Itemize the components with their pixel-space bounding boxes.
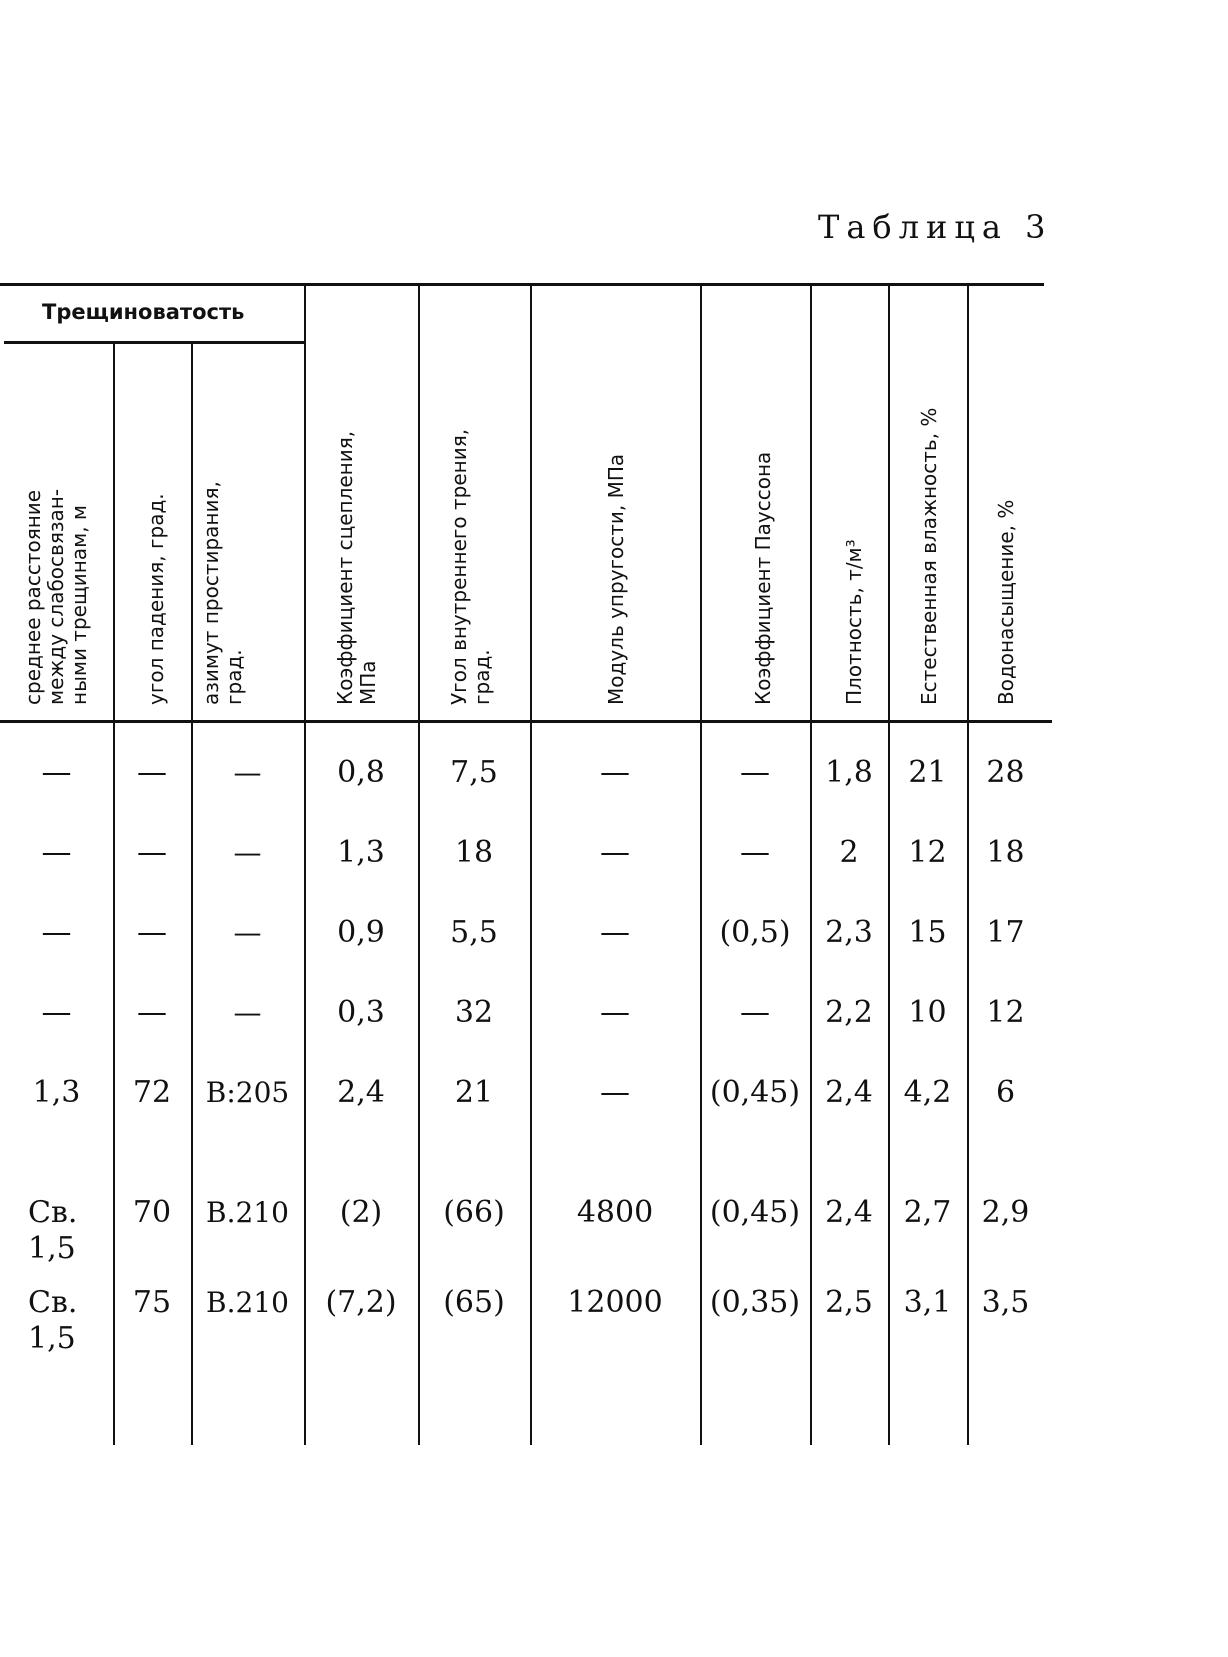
table-cell: 18: [986, 835, 1025, 870]
table-cell: 1,8: [825, 755, 873, 790]
table-cell: 12000: [567, 1285, 663, 1320]
table-cell: 3,5: [981, 1285, 1030, 1320]
column-header-2: угол падения, град.: [144, 493, 168, 705]
table-cell: —: [233, 916, 262, 949]
table-cell: 4,2: [903, 1075, 952, 1110]
column-header-7: Коэффициент Паусcона: [751, 451, 775, 705]
table-cell: 12: [908, 835, 947, 870]
table-cell: 12: [986, 995, 1025, 1030]
table-cell: 72: [132, 1075, 172, 1110]
table-cell: 0,3: [337, 995, 385, 1030]
column-header-1: среднее расстояние между слабосвязан- ными трещинам, м: [21, 488, 91, 705]
group-header-rule: [4, 341, 304, 344]
table-cell: —: [600, 755, 630, 790]
table-cell: 15: [908, 915, 947, 950]
table-cell: 2,7: [903, 1195, 952, 1230]
table-cell: —: [233, 756, 262, 789]
table-cell: —: [600, 835, 630, 870]
table-cell: (65): [443, 1285, 505, 1320]
table-cell: 1,3: [32, 1075, 81, 1110]
table-cell: —: [41, 835, 72, 870]
table-cell: 2: [839, 835, 859, 870]
table-cell: —: [137, 915, 167, 950]
table-cell: (0,45): [709, 1075, 801, 1110]
table-cell: 32: [454, 995, 494, 1030]
page-title: Таблица 3: [818, 208, 1053, 246]
column-divider-1: [113, 344, 115, 1445]
header-bottom-rule: [0, 720, 1052, 723]
table-cell: —: [740, 835, 770, 870]
table-cell: (0,45): [709, 1195, 801, 1230]
table-cell: 2,4: [825, 1195, 873, 1230]
table-cell: —: [233, 996, 262, 1029]
table-cell: —: [600, 915, 630, 950]
table-cell: 17: [986, 915, 1025, 950]
column-divider-2: [191, 344, 193, 1445]
table-cell: 4800: [576, 1195, 654, 1230]
table-cell: 1,3: [337, 835, 385, 870]
table-cell: 10: [908, 995, 947, 1030]
table-cell: 0,9: [337, 915, 385, 950]
table-cell: 21: [454, 1075, 494, 1110]
table-cell: —: [600, 1075, 630, 1110]
table-cell: (2): [339, 1195, 383, 1230]
table-cell: (0,35): [709, 1285, 801, 1320]
table-cell: В.210: [206, 1286, 289, 1319]
column-header-5: Угол внутреннего трения, град.: [447, 428, 494, 705]
table-cell: 2,3: [825, 915, 873, 950]
table-cell: В.210: [206, 1196, 289, 1229]
table-cell: 21: [908, 755, 947, 790]
column-header-8: Плотность, т/м³: [842, 539, 866, 705]
table-cell: В:205: [205, 1076, 290, 1109]
table-cell: —: [740, 755, 770, 790]
table-cell: 0,8: [337, 755, 385, 790]
table-cell: —: [233, 836, 262, 869]
column-header-10: Водонасыщение, %: [994, 499, 1018, 705]
column-header-4: Коэффициент сцепления, МПа: [333, 430, 380, 705]
table-cell: 2,4: [825, 1075, 873, 1110]
table-cell: 70: [132, 1195, 172, 1230]
table-cell: —: [137, 995, 167, 1030]
table-cell: (7,2): [325, 1285, 397, 1320]
column-header-9: Естественная влажность, %: [917, 407, 941, 705]
table-cell: —: [137, 835, 167, 870]
table-cell: 75: [132, 1285, 172, 1320]
column-header-6: Модуль упругости, МПа: [604, 453, 628, 705]
table-cell: —: [41, 755, 72, 790]
table-cell: 2,9: [981, 1195, 1030, 1230]
table-cell: Св. 1,5: [28, 1195, 78, 1266]
table-cell: 2,5: [825, 1285, 873, 1320]
table-cell: —: [41, 915, 72, 950]
table-cell: Св. 1,5: [28, 1285, 78, 1356]
table-cell: 7,5: [450, 755, 498, 790]
table-cell: (0,5): [719, 915, 791, 950]
group-header-fracturing: Трещиноватость: [42, 300, 245, 324]
table-cell: 18: [454, 835, 494, 870]
column-header-3: азимут простирания, град.: [199, 481, 246, 705]
table-cell: 6: [995, 1075, 1016, 1110]
table-cell: 2,4: [337, 1075, 385, 1110]
table-cell: (66): [443, 1195, 505, 1230]
table-cell: —: [137, 755, 167, 790]
table-cell: 28: [986, 755, 1025, 790]
table-cell: —: [740, 995, 770, 1030]
table-cell: 2,2: [825, 995, 873, 1030]
table-cell: 3,1: [903, 1285, 952, 1320]
table-cell: —: [600, 995, 630, 1030]
table-cell: —: [41, 995, 72, 1030]
table-cell: 5,5: [450, 915, 498, 950]
